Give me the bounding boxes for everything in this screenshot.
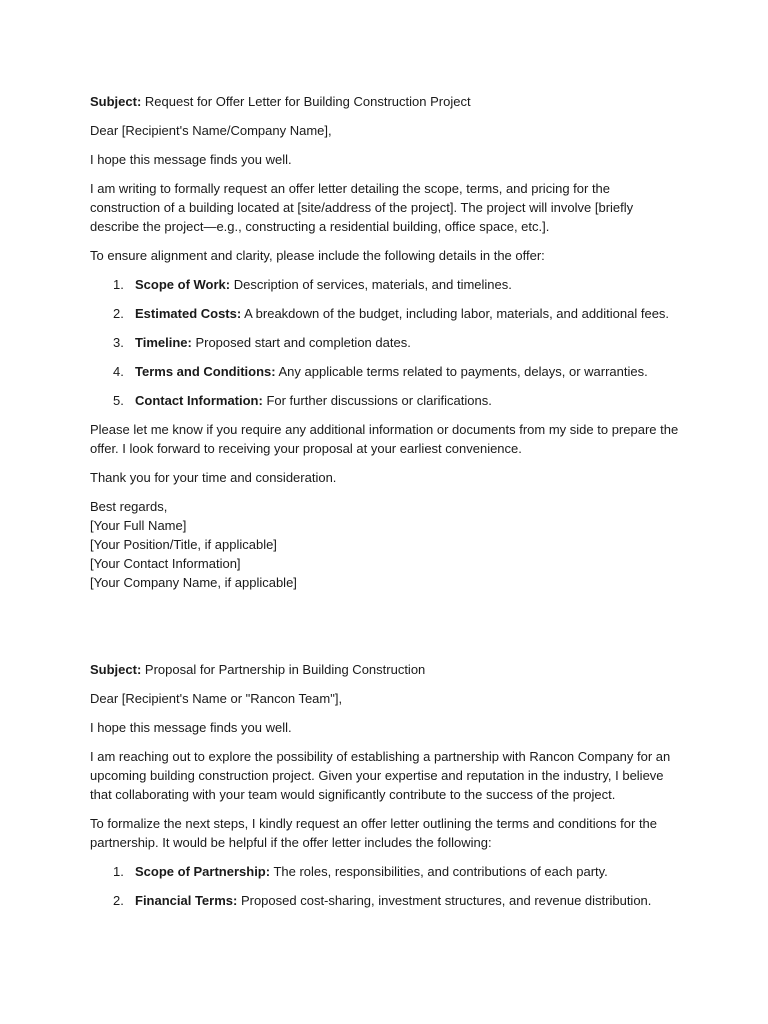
list-item — [90, 362, 680, 381]
signature-name: [Your Full Name] — [90, 518, 187, 533]
list-number: 4. — [113, 364, 124, 379]
list-item-text: Any applicable terms related to payments, delays, or warranties. — [275, 364, 648, 379]
list-number: 2. — [113, 893, 124, 908]
list-number: 1. — [113, 864, 124, 879]
subject-label: Subject: — [90, 662, 142, 677]
signature-position: [Your Position/Title, if applicable] — [90, 537, 277, 552]
list-item-label: Scope of Partnership: — [135, 864, 271, 879]
list-item-text: A breakdown of the budget, including labor, materials, and additional fees. — [241, 306, 670, 321]
opening-line: I hope this message finds you well. — [90, 720, 292, 735]
body-paragraph: To formalize the next steps, I kindly request an offer letter outlining the terms and conditions for the partnership. It would be helpful if the offer letter includes the following: — [90, 816, 658, 850]
details-list — [90, 275, 680, 410]
signature-block — [90, 497, 680, 592]
signature-company: [Your Company Name, if applicable] — [90, 575, 297, 590]
list-number: 5. — [113, 393, 124, 408]
list-item-label: Financial Terms: — [135, 893, 238, 908]
list-item-text: The roles, responsibilities, and contributions of each party. — [270, 864, 608, 879]
list-item-text: For further discussions or clarifications. — [262, 393, 492, 408]
list-item — [90, 304, 680, 323]
subject-text: Request for Offer Letter for Building Construction Project — [141, 94, 471, 109]
list-intro: To ensure alignment and clarity, please include the following details in the offer: — [90, 248, 545, 263]
list-item — [90, 862, 680, 881]
list-item-label: Scope of Work: — [135, 277, 231, 292]
subject-line — [90, 92, 680, 111]
letter-partnership-proposal — [90, 660, 680, 920]
list-item — [90, 891, 680, 910]
subject-label: Subject: — [90, 94, 142, 109]
subject-text: Proposal for Partnership in Building Construction — [141, 662, 426, 677]
greeting: Dear [Recipient's Name/Company Name], — [90, 123, 332, 138]
body-paragraph: Please let me know if you require any additional information or documents from my side to prepare the offer. I look forward to receiving your proposal at your earliest convenience. — [90, 422, 679, 456]
list-item-text: Description of services, materials, and timelines. — [230, 277, 512, 292]
list-number: 2. — [113, 306, 124, 321]
subject-line — [90, 660, 680, 679]
details-list — [90, 862, 680, 910]
signature-contact: [Your Contact Information] — [90, 556, 241, 571]
list-item-label: Estimated Costs: — [135, 306, 242, 321]
body-paragraph: I am writing to formally request an offer letter detailing the scope, terms, and pricing for the construction of a building located at [site/address of the project]. The project will involve [briefly describe the project—e.g., constructing a residential building, office space, etc.]. — [90, 181, 634, 234]
list-number: 3. — [113, 335, 124, 350]
list-item — [90, 391, 680, 410]
opening-line: I hope this message finds you well. — [90, 152, 292, 167]
list-number: 1. — [113, 277, 124, 292]
list-item — [90, 333, 680, 352]
list-item-label: Terms and Conditions: — [135, 364, 276, 379]
list-item-text: Proposed start and completion dates. — [191, 335, 411, 350]
letter-request-offer — [90, 92, 680, 592]
list-item-text: Proposed cost-sharing, investment structures, and revenue distribution. — [237, 893, 652, 908]
list-item-label: Contact Information: — [135, 393, 263, 408]
closing: Best regards, — [90, 499, 168, 514]
thanks-line: Thank you for your time and consideration. — [90, 470, 337, 485]
greeting: Dear [Recipient's Name or "Rancon Team"], — [90, 691, 343, 706]
list-item-label: Timeline: — [135, 335, 192, 350]
list-item — [90, 275, 680, 294]
body-paragraph: I am reaching out to explore the possibility of establishing a partnership with Rancon Company for an upcoming building construction project. Given your expertise and reputation in the industry, I believe that collaborating with your team would significantly contribute to the success of the project. — [90, 749, 671, 802]
